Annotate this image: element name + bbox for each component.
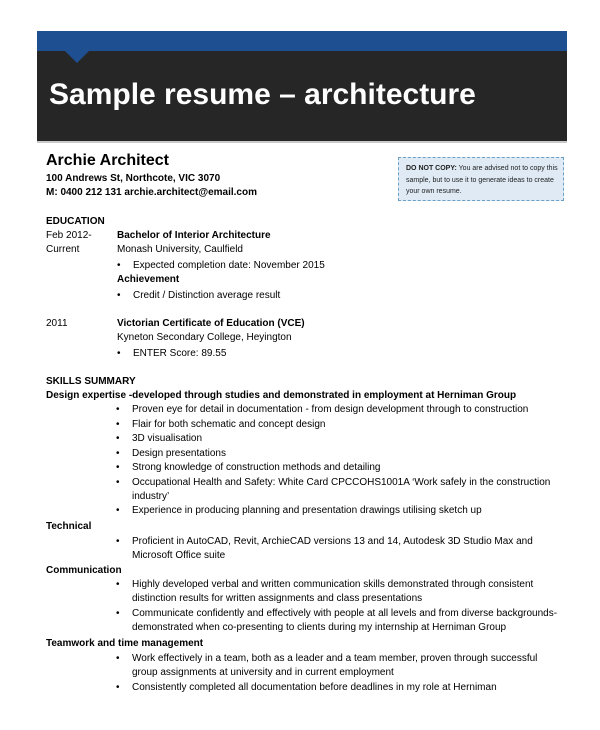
bullet-icon: • (116, 447, 120, 459)
title-banner (37, 51, 567, 141)
education-heading: EDUCATION (46, 216, 105, 227)
list-item: • Credit / Distinction average result (117, 290, 281, 301)
edu1-date-start: Feb 2012- (46, 230, 92, 241)
skill-group-bullets (116, 403, 550, 519)
list-item: • Proficient in AutoCAD, Revit, ArchieCAD versions 13 and 14, Autodesk 3D Studio Max and Microsoft Office suite (116, 536, 533, 561)
skills-heading: SKILLS SUMMARY (46, 376, 136, 387)
skill-group-bullets (116, 578, 557, 635)
skill-group-bullets (116, 652, 537, 695)
bullet-icon: • (117, 260, 121, 271)
edu2-date: 2011 (46, 318, 68, 329)
list-item: • 3D visualisation (116, 433, 203, 444)
note-text: You are advised not to copy this sample, but to use it to generate ideas to create your own resume. (406, 165, 558, 195)
list-item: • Highly developed verbal and written communication skills demonstrated through consistent distinction results for written assignments and class presentations (116, 579, 534, 604)
skill-group-title: Technical (46, 521, 92, 532)
edu2-title: Victorian Certificate of Education (VCE) (117, 318, 305, 329)
edu2-bullets (117, 347, 226, 362)
list-item: • Occupational Health and Safety: White Card CPCCOHS1001A ‘Work safely in the construction industry’ (116, 476, 551, 502)
list-item: • Proven eye for detail in documentation - from design development through to construction (116, 404, 529, 415)
skill-group-bullets (116, 535, 533, 564)
bullet-icon: • (116, 476, 120, 488)
list-item: • Expected completion date: November 2015 (117, 260, 325, 271)
list-item: • Work effectively in a team, both as a leader and a team member, proven through successful group assignments at university and in current employment (116, 653, 538, 678)
header-notch (63, 49, 91, 63)
page-title: Sample resume – architecture (49, 78, 476, 111)
bullet-icon: • (116, 681, 120, 693)
bullet-icon: • (116, 418, 120, 430)
list-item: • Consistently completed all documentation before deadlines in my role at Herniman (116, 681, 497, 693)
edu1-title: Bachelor of Interior Architecture (117, 230, 271, 241)
bullet-icon: • (116, 505, 120, 516)
list-item: • Communicate confidently and effectively with people at all levels and from diverse backgrounds- demonstrated when co-presenting to clients during my internship at Herniman Group (116, 607, 558, 633)
address-line: 100 Andrews St, Northcote, VIC 3070 (46, 173, 221, 184)
edu1-institution: Monash University, Caulfield (117, 244, 243, 255)
bullet-icon: • (116, 462, 120, 473)
list-item: • Flair for both schematic and concept design (116, 418, 326, 430)
bullet-icon: • (116, 653, 120, 664)
note-strong: DO NOT COPY: (406, 165, 457, 172)
banner-rule (37, 141, 567, 143)
list-item: • ENTER Score: 89.55 (117, 348, 227, 359)
edu1-bullets (117, 259, 325, 274)
bullet-icon: • (116, 404, 120, 415)
do-not-copy-note (398, 157, 564, 201)
bullet-icon: • (116, 536, 120, 547)
skill-group-title: Teamwork and time management (46, 638, 204, 649)
list-item: • Strong knowledge of construction methods and detailing (116, 462, 381, 473)
list-item: • Design presentations (116, 447, 226, 459)
edu1-date-end: Current (46, 244, 80, 255)
edu1-achievement-bullets (117, 289, 280, 304)
list-item: • Experience in producing planning and presentation drawings utilising sketch up (116, 505, 482, 516)
contact-line: M: 0400 212 131 archie.architect@email.com (46, 187, 257, 198)
bullet-icon: • (117, 348, 121, 359)
bullet-icon: • (116, 607, 120, 619)
candidate-name: Archie Architect (46, 152, 169, 169)
edu2-institution: Kyneton Secondary College, Heyington (117, 332, 292, 343)
bullet-icon: • (116, 433, 120, 444)
bullet-icon: • (117, 290, 121, 301)
edu1-achievement-heading: Achievement (117, 274, 180, 285)
blue-header-bar (37, 31, 567, 51)
skill-group-title: Design expertise -developed through studies and demonstrated in employment at Herniman Group (46, 390, 517, 401)
skill-group-title: Communication (46, 565, 122, 576)
bullet-icon: • (116, 579, 120, 590)
